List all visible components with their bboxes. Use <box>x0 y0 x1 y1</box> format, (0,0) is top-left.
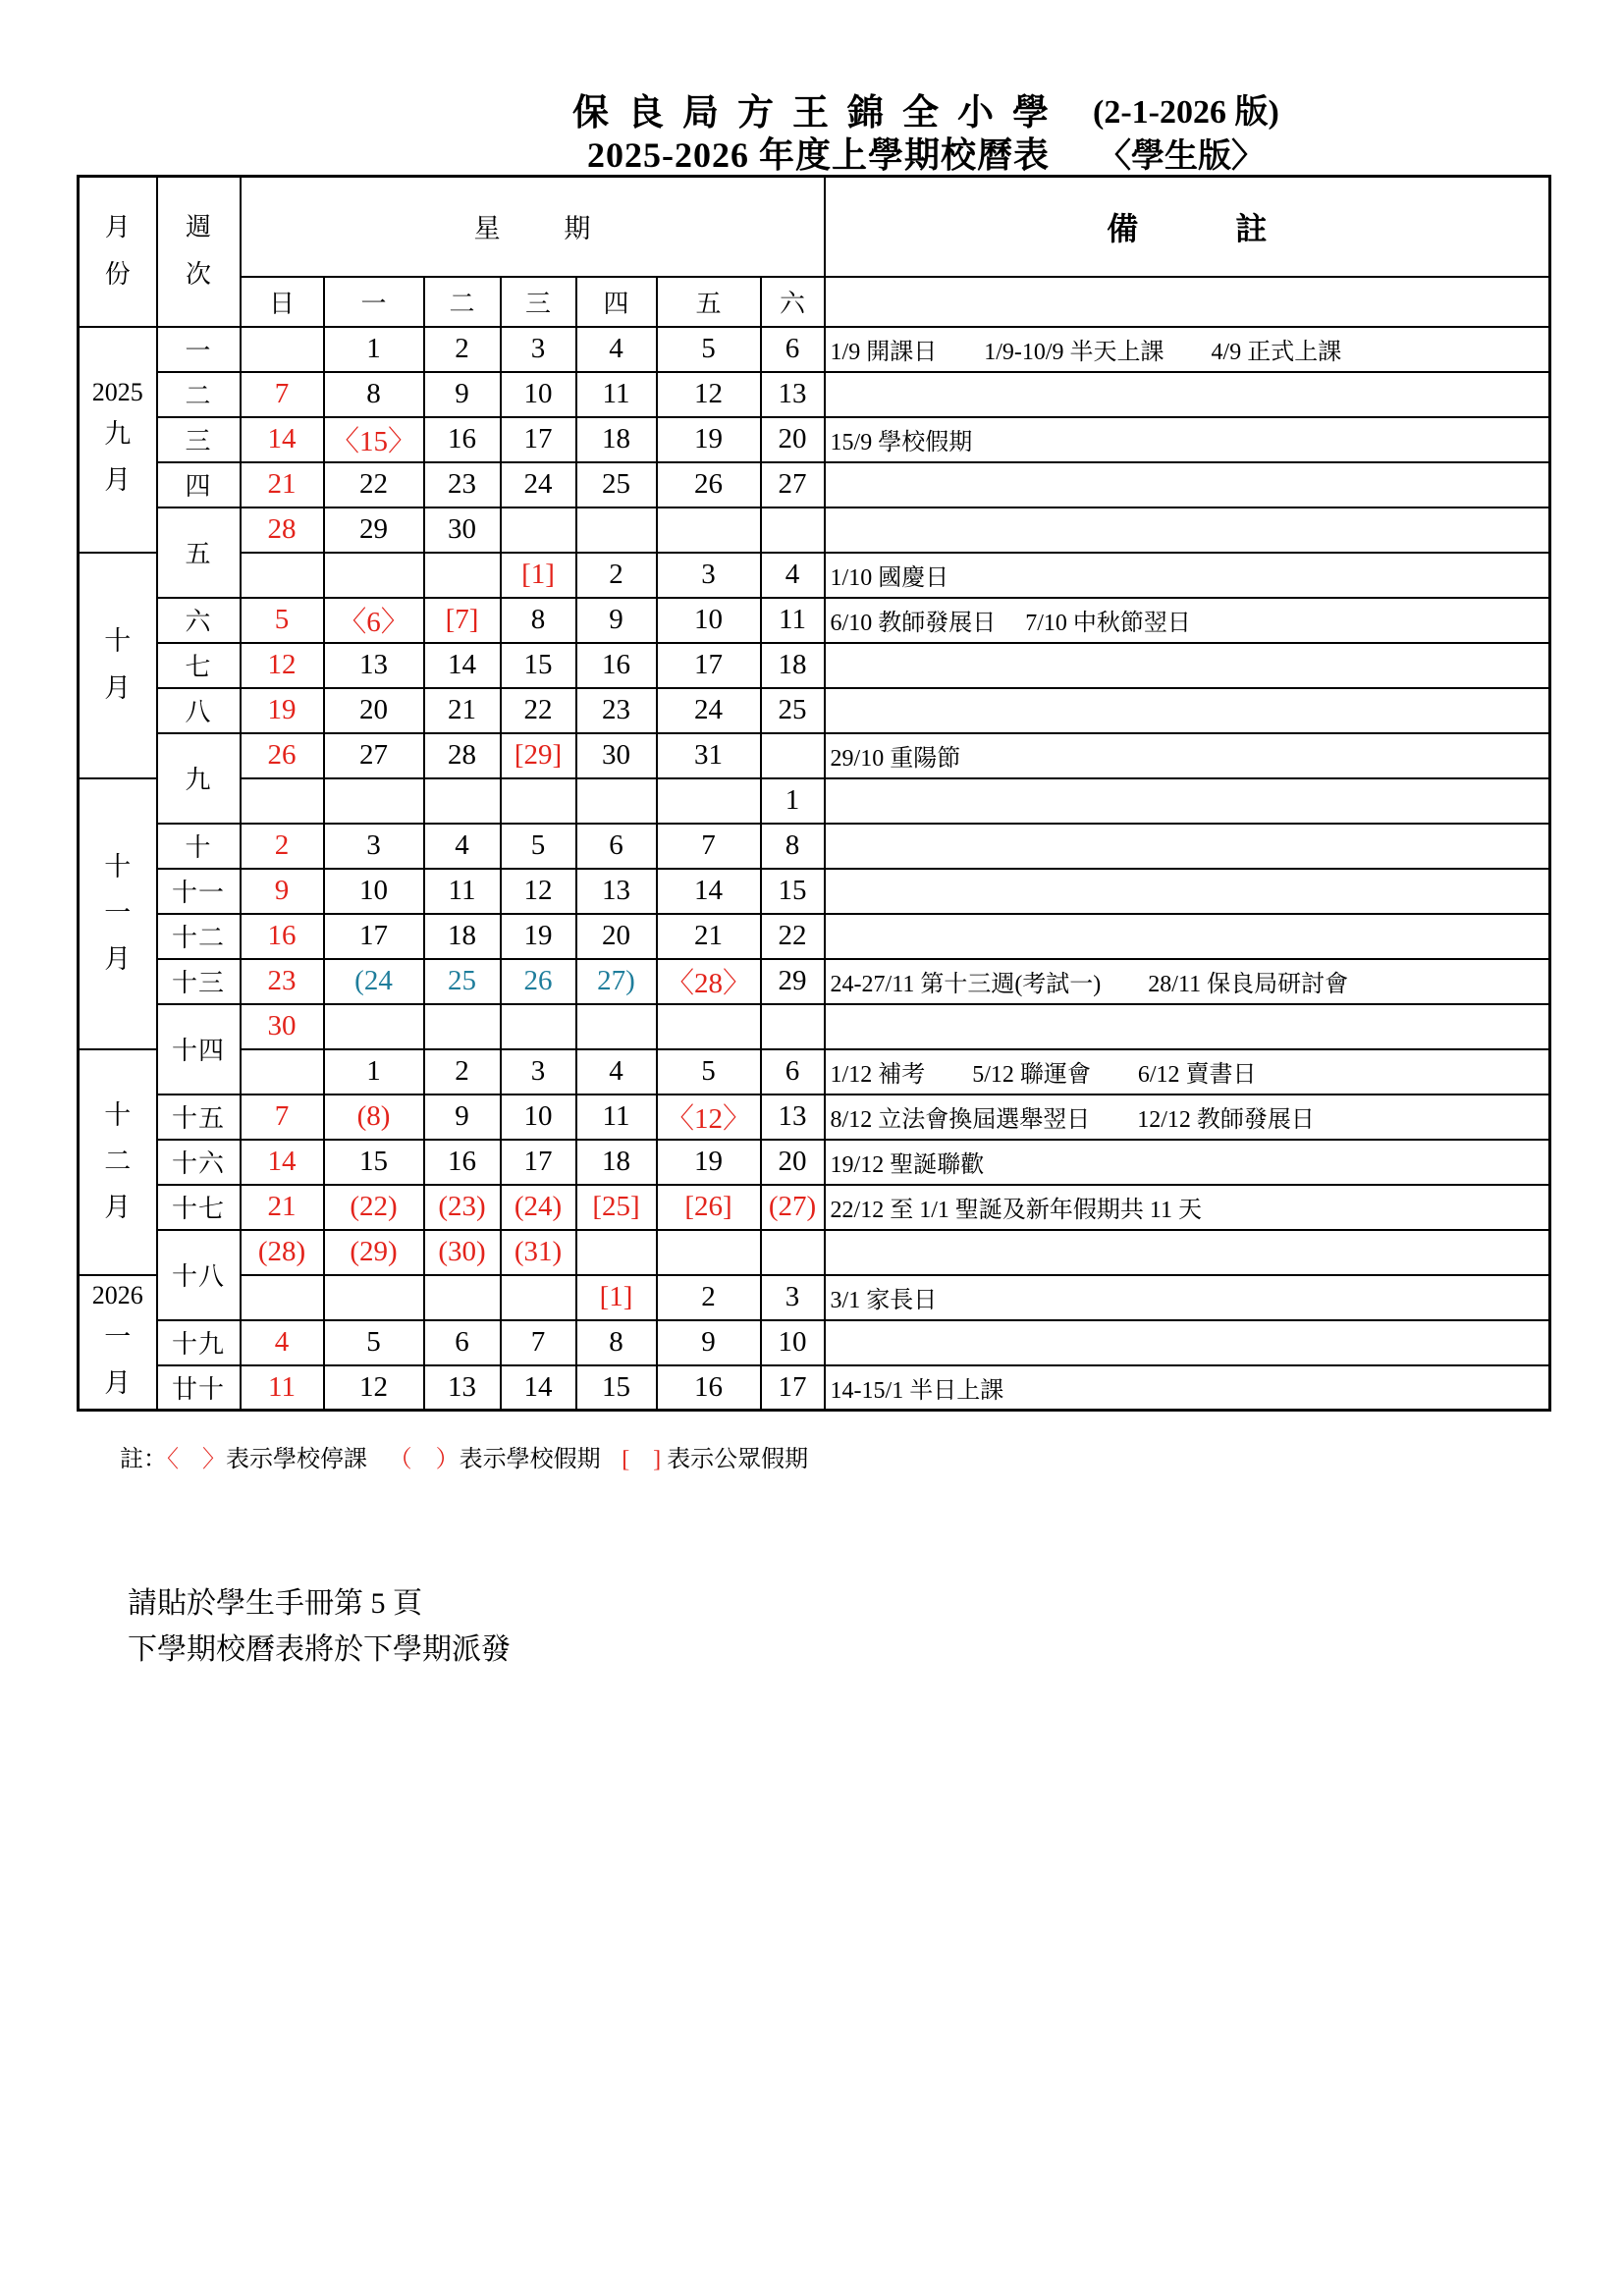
date-cell <box>501 507 576 553</box>
date-cell <box>324 553 424 598</box>
date-cell: 25 <box>576 462 657 507</box>
date-cell: 19 <box>241 688 324 733</box>
legend-item-label: 表示學校假期 <box>459 1447 601 1472</box>
month-cell <box>79 327 157 553</box>
date-cell: 11 <box>241 1365 324 1411</box>
month-name-char: 九 <box>104 419 132 450</box>
date-cell: 26 <box>501 959 576 1004</box>
date-cell: 18 <box>761 643 825 688</box>
date-cell: (22) <box>324 1185 424 1230</box>
date-cell <box>576 1230 657 1275</box>
remark-cell: 14-15/1 半日上課 <box>825 1365 1550 1411</box>
week-number-cell: 四 <box>157 462 241 507</box>
date-cell: 20 <box>761 1140 825 1185</box>
date-cell: 16 <box>576 643 657 688</box>
week-number-cell: 五 <box>157 507 241 598</box>
date-cell: 9 <box>424 1095 501 1140</box>
date-cell: 15 <box>576 1365 657 1411</box>
calendar-row <box>79 869 1550 914</box>
date-cell: 29 <box>324 507 424 553</box>
date-cell <box>424 1275 501 1320</box>
date-cell: (29) <box>324 1230 424 1275</box>
date-cell: 1 <box>324 327 424 372</box>
date-cell: 10 <box>501 372 576 417</box>
date-cell <box>241 1275 324 1320</box>
date-cell: 24 <box>501 462 576 507</box>
month-name-char: 十 <box>104 1099 132 1130</box>
date-cell: 5 <box>501 824 576 869</box>
date-cell <box>576 1004 657 1049</box>
date-cell: 1 <box>761 778 825 824</box>
date-cell: 2 <box>424 1049 501 1095</box>
date-cell <box>657 1004 761 1049</box>
date-cell: 4 <box>576 327 657 372</box>
calendar-row <box>79 688 1550 733</box>
weekday-header-sun: 日 <box>241 277 324 327</box>
remark-cell: 24-27/11 第十三週(考試一) 28/11 保良局研討會 <box>825 959 1550 1004</box>
date-cell: 9 <box>657 1320 761 1365</box>
date-cell <box>576 778 657 824</box>
date-cell: 23 <box>241 959 324 1004</box>
date-cell <box>576 507 657 553</box>
remark-cell <box>825 372 1550 417</box>
calendar-row <box>79 553 1550 598</box>
month-column-header: 月份 <box>79 177 157 327</box>
date-cell <box>501 778 576 824</box>
date-cell: 17 <box>324 914 424 959</box>
date-cell: 8 <box>324 372 424 417</box>
document-version: (2-1-2026 版) <box>1093 94 1279 131</box>
date-cell <box>657 778 761 824</box>
month-cell <box>79 778 157 1049</box>
date-cell: 22 <box>501 688 576 733</box>
date-cell <box>501 1004 576 1049</box>
month-name-char: 十 <box>104 626 132 657</box>
calendar-subtitle: 2025-2026 年度上學期校曆表 <box>587 135 1050 175</box>
date-cell: 16 <box>424 417 501 462</box>
legend-bracket-symbol: 〈 〉 <box>167 1447 226 1472</box>
date-cell: 8 <box>761 824 825 869</box>
month-name-char: 月 <box>104 465 132 496</box>
date-cell <box>761 1230 825 1275</box>
remark-cell: 1/10 國慶日 <box>825 553 1550 598</box>
date-cell: 19 <box>657 1140 761 1185</box>
month-name-char: 十 <box>104 851 132 881</box>
week-number-cell: 十五 <box>157 1095 241 1140</box>
date-cell: (27) <box>761 1185 825 1230</box>
date-cell: 22 <box>761 914 825 959</box>
calendar-row <box>79 372 1550 417</box>
header-row-top <box>79 177 1550 277</box>
date-cell: 2 <box>576 553 657 598</box>
date-cell: 15 <box>761 869 825 914</box>
calendar-row <box>79 1185 1550 1230</box>
calendar-row <box>79 643 1550 688</box>
remark-cell <box>825 1230 1550 1275</box>
calendar-row <box>79 1004 1550 1049</box>
date-cell: 3 <box>501 327 576 372</box>
weekday-group-header: 星期 <box>241 177 825 277</box>
date-cell: 10 <box>657 598 761 643</box>
date-cell <box>657 507 761 553</box>
date-cell <box>241 553 324 598</box>
date-cell: 9 <box>576 598 657 643</box>
date-cell: 29 <box>761 959 825 1004</box>
footer-note-next-term: 下學期校曆表將於下學期派發 <box>128 1633 511 1666</box>
weekday-header-tue: 二 <box>424 277 501 327</box>
date-cell: 4 <box>241 1320 324 1365</box>
date-cell: 22 <box>324 462 424 507</box>
calendar-row <box>79 959 1550 1004</box>
remark-cell: 19/12 聖誕聯歡 <box>825 1140 1550 1185</box>
remark-cell <box>825 507 1550 553</box>
date-cell <box>241 778 324 824</box>
weekday-header-mon: 一 <box>324 277 424 327</box>
month-cell <box>79 553 157 778</box>
date-cell <box>657 1230 761 1275</box>
date-cell: 8 <box>576 1320 657 1365</box>
date-cell: (30) <box>424 1230 501 1275</box>
date-cell: [1] <box>501 553 576 598</box>
date-cell: 10 <box>501 1095 576 1140</box>
month-name-char: 月 <box>104 672 132 703</box>
date-cell: 7 <box>657 824 761 869</box>
date-cell: 20 <box>324 688 424 733</box>
calendar-body <box>79 177 1550 1411</box>
date-cell: 13 <box>424 1365 501 1411</box>
legend-prefix: 註： <box>120 1447 167 1472</box>
weekday-header-fri: 五 <box>657 277 761 327</box>
date-cell: 21 <box>424 688 501 733</box>
date-cell: 3 <box>501 1049 576 1095</box>
date-cell: 12 <box>501 869 576 914</box>
date-cell <box>324 1275 424 1320</box>
week-number-cell: 十九 <box>157 1320 241 1365</box>
week-number-cell: 十二 <box>157 914 241 959</box>
month-name-char: 一 <box>104 1321 132 1352</box>
edition-label: 〈學生版〉 <box>1098 138 1265 175</box>
month-name-char: 月 <box>104 1193 132 1223</box>
month-name-char: 一 <box>104 897 132 928</box>
year-label: 2026 <box>91 1281 143 1310</box>
date-cell: 19 <box>501 914 576 959</box>
week-number-cell: 十三 <box>157 959 241 1004</box>
remarks-header-spacer <box>825 277 1550 327</box>
calendar-row <box>79 327 1550 372</box>
date-cell: 30 <box>576 733 657 778</box>
calendar-row <box>79 914 1550 959</box>
date-cell: 13 <box>761 1095 825 1140</box>
date-cell: 30 <box>424 507 501 553</box>
date-cell: 14 <box>241 1140 324 1185</box>
remark-cell: 3/1 家長日 <box>825 1275 1550 1320</box>
calendar-row <box>79 417 1550 462</box>
date-cell <box>424 778 501 824</box>
week-number-cell: 十 <box>157 824 241 869</box>
date-cell: 5 <box>324 1320 424 1365</box>
calendar-row <box>79 778 1550 824</box>
school-name: 保良局方王錦全小學 <box>572 93 1067 133</box>
date-cell: 11 <box>576 372 657 417</box>
date-cell: (31) <box>501 1230 576 1275</box>
calendar-row <box>79 1049 1550 1095</box>
date-cell <box>241 1049 324 1095</box>
calendar-row <box>79 507 1550 553</box>
calendar-row <box>79 462 1550 507</box>
remark-cell: 1/12 補考 5/12 聯運會 6/12 賣書日 <box>825 1049 1550 1095</box>
date-cell: 12 <box>241 643 324 688</box>
calendar-row <box>79 1365 1550 1411</box>
date-cell: 10 <box>761 1320 825 1365</box>
calendar-row <box>79 1275 1550 1320</box>
remark-cell <box>825 778 1550 824</box>
date-cell: [1] <box>576 1275 657 1320</box>
date-cell: 28 <box>241 507 324 553</box>
date-cell: 5 <box>657 327 761 372</box>
weekday-header-wed: 三 <box>501 277 576 327</box>
date-cell: 〈15〉 <box>324 417 424 462</box>
month-cell <box>79 1275 157 1411</box>
date-cell: 4 <box>576 1049 657 1095</box>
date-cell <box>761 507 825 553</box>
date-cell: 4 <box>761 553 825 598</box>
weekday-header-sat: 六 <box>761 277 825 327</box>
date-cell: [26] <box>657 1185 761 1230</box>
week-number-cell: 三 <box>157 417 241 462</box>
date-cell: 18 <box>576 417 657 462</box>
calendar-row <box>79 1140 1550 1185</box>
date-cell: (24 <box>324 959 424 1004</box>
date-cell: 23 <box>576 688 657 733</box>
date-cell: 14 <box>241 417 324 462</box>
month-cell <box>79 1049 157 1275</box>
legend-item-label: 表示學校停課 <box>226 1447 367 1472</box>
remark-cell <box>825 688 1550 733</box>
date-cell <box>241 327 324 372</box>
date-cell: 5 <box>241 598 324 643</box>
year-label: 2025 <box>91 378 143 407</box>
date-cell: 6 <box>424 1320 501 1365</box>
date-cell <box>501 1275 576 1320</box>
date-cell: 2 <box>241 824 324 869</box>
week-number-cell: 二 <box>157 372 241 417</box>
date-cell <box>424 1004 501 1049</box>
date-cell: 〈6〉 <box>324 598 424 643</box>
week-number-cell: 九 <box>157 733 241 824</box>
date-cell: 6 <box>576 824 657 869</box>
date-cell: 3 <box>324 824 424 869</box>
date-cell: 26 <box>657 462 761 507</box>
month-name-char: 二 <box>104 1146 132 1176</box>
date-cell: 14 <box>501 1365 576 1411</box>
date-cell: 19 <box>657 417 761 462</box>
week-number-cell: 十六 <box>157 1140 241 1185</box>
school-calendar-table <box>77 175 1551 1412</box>
legend-bracket-symbol: [ ] <box>622 1447 662 1472</box>
remark-cell <box>825 643 1550 688</box>
date-cell: 24 <box>657 688 761 733</box>
date-cell: 21 <box>657 914 761 959</box>
remark-cell <box>825 462 1550 507</box>
date-cell: 10 <box>324 869 424 914</box>
date-cell: 2 <box>424 327 501 372</box>
date-cell: 3 <box>761 1275 825 1320</box>
remark-cell: 22/12 至 1/1 聖誕及新年假期共 11 天 <box>825 1185 1550 1230</box>
legend-item <box>622 1447 808 1472</box>
date-cell: 11 <box>761 598 825 643</box>
remark-cell: 15/9 學校假期 <box>825 417 1550 462</box>
date-cell: 20 <box>761 417 825 462</box>
date-cell: 18 <box>424 914 501 959</box>
date-cell: (24) <box>501 1185 576 1230</box>
date-cell: 1 <box>324 1049 424 1095</box>
calendar-row <box>79 1320 1550 1365</box>
remark-cell <box>825 824 1550 869</box>
date-cell: 16 <box>657 1365 761 1411</box>
date-cell: 7 <box>241 1095 324 1140</box>
date-cell: 20 <box>576 914 657 959</box>
date-cell: [29] <box>501 733 576 778</box>
date-cell: 27 <box>761 462 825 507</box>
week-number-cell: 六 <box>157 598 241 643</box>
week-number-cell: 十八 <box>157 1230 241 1320</box>
remark-cell: 1/9 開課日 1/9-10/9 半天上課 4/9 正式上課 <box>825 327 1550 372</box>
date-cell: 21 <box>241 1185 324 1230</box>
week-number-cell: 七 <box>157 643 241 688</box>
date-cell: 7 <box>501 1320 576 1365</box>
date-cell: (8) <box>324 1095 424 1140</box>
date-cell: 16 <box>241 914 324 959</box>
date-cell: 15 <box>501 643 576 688</box>
date-cell: [25] <box>576 1185 657 1230</box>
date-cell: 11 <box>424 869 501 914</box>
calendar-row <box>79 1095 1550 1140</box>
date-cell: (28) <box>241 1230 324 1275</box>
date-cell: 7 <box>241 372 324 417</box>
date-cell: 9 <box>424 372 501 417</box>
week-number-cell: 十四 <box>157 1004 241 1095</box>
date-cell: 〈28〉 <box>657 959 761 1004</box>
date-cell: 14 <box>657 869 761 914</box>
date-cell: 17 <box>501 417 576 462</box>
date-cell: 6 <box>761 1049 825 1095</box>
date-cell: 26 <box>241 733 324 778</box>
date-cell: 17 <box>501 1140 576 1185</box>
month-name-char: 月 <box>104 1368 132 1399</box>
calendar-row <box>79 824 1550 869</box>
legend-item <box>389 1447 601 1472</box>
remark-cell <box>825 914 1550 959</box>
date-cell: 13 <box>576 869 657 914</box>
date-cell: 12 <box>324 1365 424 1411</box>
date-cell: 4 <box>424 824 501 869</box>
remark-cell <box>825 1004 1550 1049</box>
legend-bracket-symbol: （ ） <box>388 1447 460 1472</box>
remark-cell: 29/10 重陽節 <box>825 733 1550 778</box>
legend-item <box>167 1447 367 1472</box>
date-cell: 3 <box>657 553 761 598</box>
date-cell <box>424 553 501 598</box>
remark-cell <box>825 869 1550 914</box>
week-column-header: 週次 <box>157 177 241 327</box>
calendar-row <box>79 598 1550 643</box>
week-number-cell: 廿十 <box>157 1365 241 1411</box>
legend-items <box>167 1447 830 1472</box>
calendar-row <box>79 1230 1550 1275</box>
week-number-cell: 十一 <box>157 869 241 914</box>
date-cell: 28 <box>424 733 501 778</box>
remark-cell: 8/12 立法會換屆選舉翌日 12/12 教師發展日 <box>825 1095 1550 1140</box>
remarks-column-header: 備註 <box>825 177 1550 277</box>
header-row-weekdays <box>79 277 1550 327</box>
date-cell: 〈12〉 <box>657 1095 761 1140</box>
date-cell: 15 <box>324 1140 424 1185</box>
date-cell: 31 <box>657 733 761 778</box>
week-number-cell: 一 <box>157 327 241 372</box>
month-name-char: 月 <box>104 944 132 975</box>
date-cell: 6 <box>761 327 825 372</box>
date-cell: 25 <box>761 688 825 733</box>
date-cell: 17 <box>657 643 761 688</box>
date-cell: 2 <box>657 1275 761 1320</box>
date-cell: 21 <box>241 462 324 507</box>
date-cell: 8 <box>501 598 576 643</box>
date-cell <box>324 778 424 824</box>
date-cell <box>761 733 825 778</box>
date-cell: 13 <box>761 372 825 417</box>
date-cell: 14 <box>424 643 501 688</box>
remark-cell: 6/10 教師發展日 7/10 中秋節翌日 <box>825 598 1550 643</box>
week-number-cell: 十七 <box>157 1185 241 1230</box>
date-cell: 23 <box>424 462 501 507</box>
date-cell: 17 <box>761 1365 825 1411</box>
legend-item-label: 表示公眾假期 <box>661 1447 809 1472</box>
date-cell: 13 <box>324 643 424 688</box>
date-cell: 18 <box>576 1140 657 1185</box>
date-cell: 5 <box>657 1049 761 1095</box>
date-cell: 9 <box>241 869 324 914</box>
date-cell: [7] <box>424 598 501 643</box>
date-cell: 11 <box>576 1095 657 1140</box>
date-cell: 12 <box>657 372 761 417</box>
date-cell <box>761 1004 825 1049</box>
footer-note-handbook: 請貼於學生手冊第 5 頁 <box>128 1587 422 1620</box>
legend-note <box>120 1439 830 1473</box>
date-cell: (23) <box>424 1185 501 1230</box>
date-cell: 30 <box>241 1004 324 1049</box>
weekday-header-thu: 四 <box>576 277 657 327</box>
date-cell <box>324 1004 424 1049</box>
date-cell: 16 <box>424 1140 501 1185</box>
date-cell: 27) <box>576 959 657 1004</box>
week-number-cell: 八 <box>157 688 241 733</box>
date-cell: 27 <box>324 733 424 778</box>
remark-cell <box>825 1320 1550 1365</box>
date-cell: 25 <box>424 959 501 1004</box>
calendar-row <box>79 733 1550 778</box>
